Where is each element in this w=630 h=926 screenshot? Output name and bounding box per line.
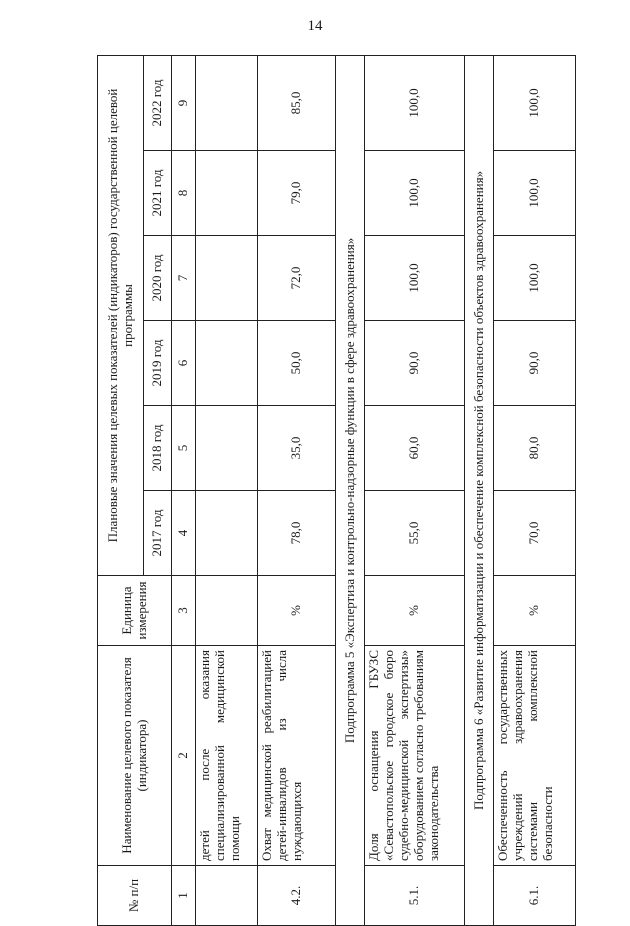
row-value: 100,0: [365, 236, 465, 321]
header-indicator-name: Наименование целевого показателя (индикатора): [98, 646, 172, 866]
header-unit: Единица измерения: [98, 576, 172, 646]
subprogram-row: [465, 55, 494, 925]
column-number: 6: [172, 321, 196, 406]
row-indicator-name: Доля оснащения ГБУЗС «Севастопольское городское бюро судебно-медицинской экспертизы» оборудованием согласно требованиям законодательства: [365, 646, 465, 866]
row-num: 5.1.: [365, 866, 465, 926]
row-num: 4.2.: [258, 866, 336, 926]
row-value: 90,0: [494, 321, 576, 406]
row-value: 55,0: [365, 491, 465, 576]
row-value: 100,0: [494, 236, 576, 321]
subprogram-title: Подпрограмма 5 «Экспертиза и контрольно-надзорные функции в сфере здравоохранения»: [336, 55, 365, 925]
header-year: 2019 год: [144, 321, 172, 406]
row-value: 100,0: [494, 55, 576, 150]
row-value: 79,0: [258, 151, 336, 236]
row-unit: [196, 576, 258, 646]
row-num: [196, 866, 258, 926]
column-number: 8: [172, 151, 196, 236]
row-value: 50,0: [258, 321, 336, 406]
subprogram-title: Подпрограмма 6 «Развитие информатизации и обеспечение комплексной безопасности объектов здравоохранения»: [465, 55, 494, 925]
row-value: 70,0: [494, 491, 576, 576]
page-number: 14: [307, 18, 323, 34]
column-number: 2: [172, 646, 196, 866]
header-year: 2021 год: [144, 151, 172, 236]
header-year: 2018 год: [144, 406, 172, 491]
row-value: [196, 151, 258, 236]
row-num: 6.1.: [494, 866, 576, 926]
row-unit: %: [365, 576, 465, 646]
indicators-table-container: [97, 56, 597, 926]
column-number: 1: [172, 866, 196, 926]
header-year: 2022 год: [144, 55, 172, 150]
row-value: [196, 406, 258, 491]
table-row: [258, 55, 336, 925]
row-value: 80,0: [494, 406, 576, 491]
row-value: 85,0: [258, 55, 336, 150]
row-indicator-name: Обеспеченность государственных учреждений здравоохранения системами комплексной безопасности: [494, 646, 576, 866]
row-unit: %: [494, 576, 576, 646]
row-value: 100,0: [494, 151, 576, 236]
row-indicator-name: Охват медицинской реабилитацией детей-инвалидов из числа нуждающихся: [258, 646, 336, 866]
row-unit: %: [258, 576, 336, 646]
header-year: 2020 год: [144, 236, 172, 321]
row-value: 100,0: [365, 55, 465, 150]
column-number: 7: [172, 236, 196, 321]
row-value: 90,0: [365, 321, 465, 406]
header-year: 2017 год: [144, 491, 172, 576]
row-value: [196, 55, 258, 150]
row-value: [196, 236, 258, 321]
column-number: 9: [172, 55, 196, 150]
column-number: 3: [172, 576, 196, 646]
table-row: [196, 55, 258, 925]
row-value: 35,0: [258, 406, 336, 491]
indicators-table: [97, 55, 576, 926]
column-number: 4: [172, 491, 196, 576]
row-value: 72,0: [258, 236, 336, 321]
row-value: 60,0: [365, 406, 465, 491]
row-value: 100,0: [365, 151, 465, 236]
table-row: [365, 55, 465, 925]
header-planned-values: Плановые значения целевых показателей (индикаторов) государственной целевой программы: [98, 55, 144, 575]
column-number-row: [172, 55, 196, 925]
table-row: [494, 55, 576, 925]
header-num: № п/п: [98, 866, 172, 926]
subprogram-row: [336, 55, 365, 925]
row-value: 78,0: [258, 491, 336, 576]
row-value: [196, 491, 258, 576]
column-number: 5: [172, 406, 196, 491]
row-value: [196, 321, 258, 406]
row-indicator-name: детей после оказания специализированной медицинской помощи: [196, 646, 258, 866]
